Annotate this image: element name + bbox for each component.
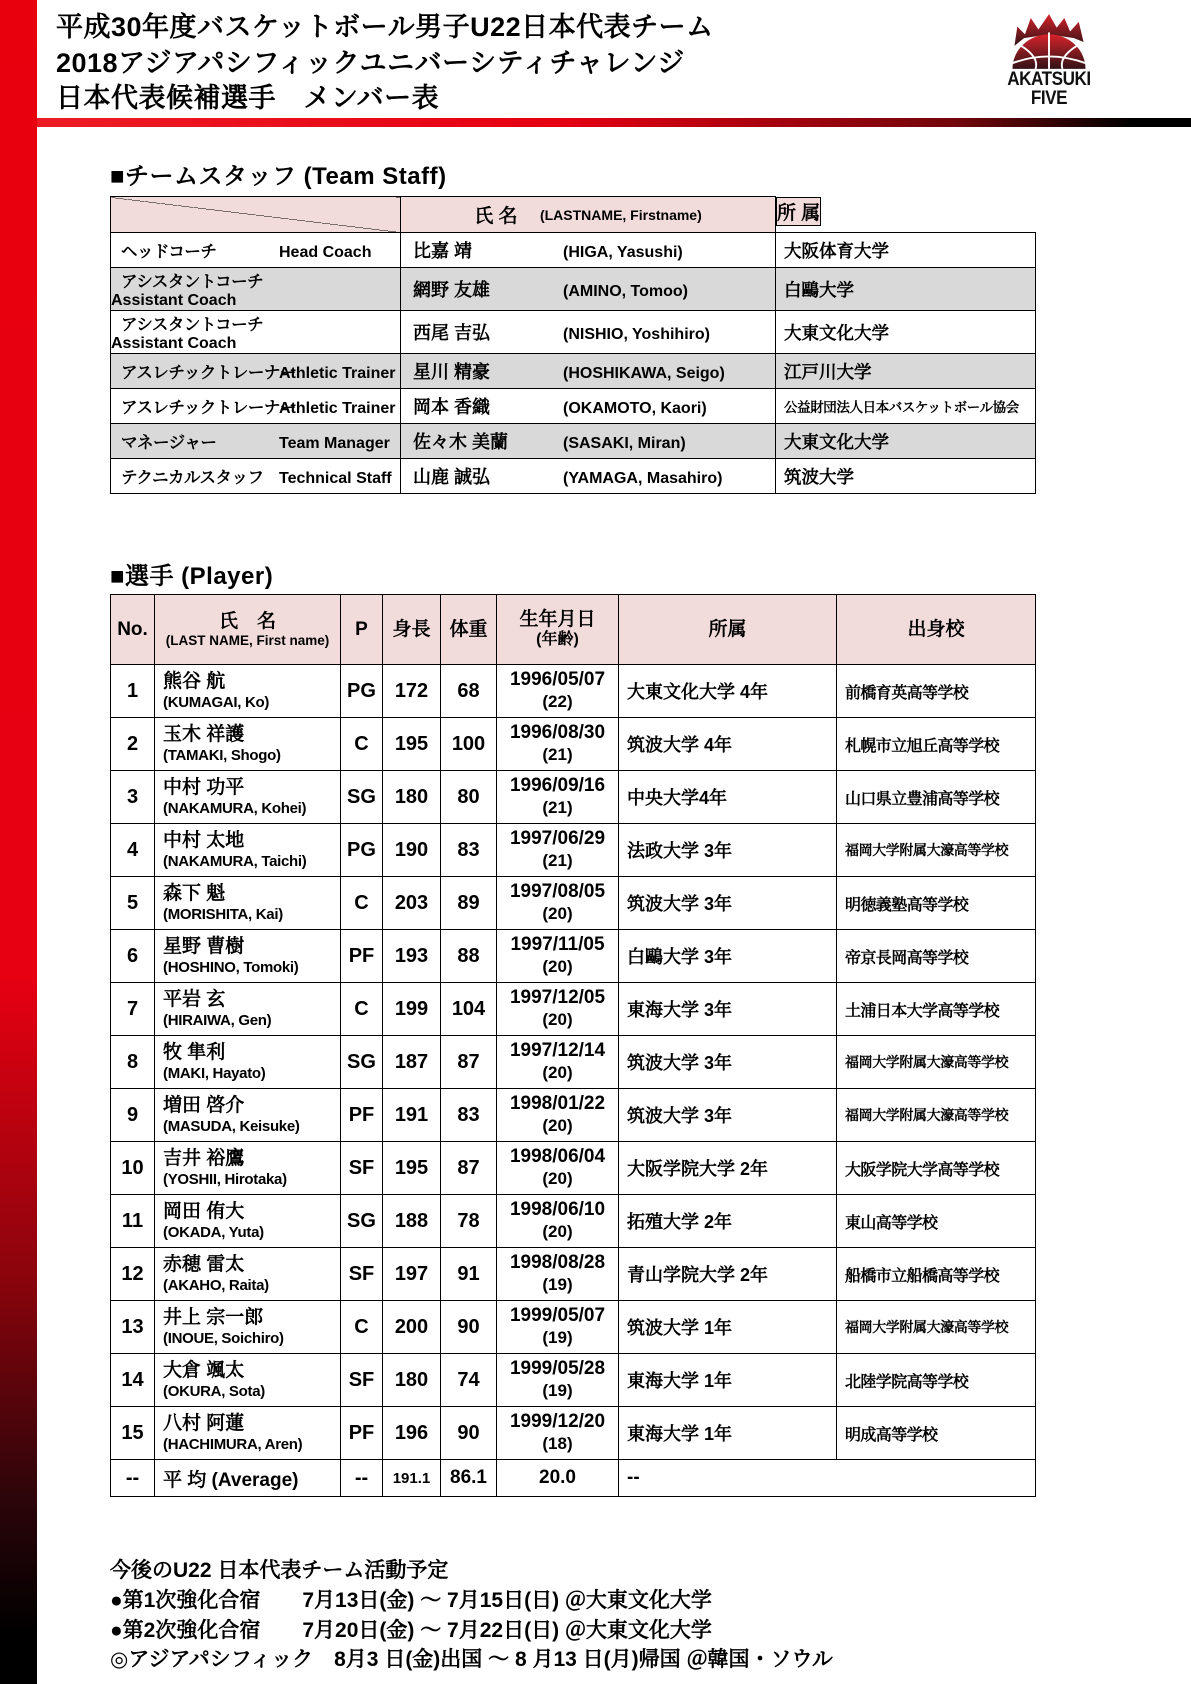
staff-role-jp: アスレチックトレーナー — [121, 399, 296, 417]
player-weight: 83 — [441, 1089, 497, 1142]
staff-row — [111, 354, 1036, 389]
player-row — [111, 1195, 1036, 1248]
player-age: (20) — [542, 1169, 573, 1189]
player-name-jp: 平岩 玄 — [163, 988, 226, 1010]
staff-role — [111, 424, 401, 459]
player-header-weight: 体重 — [441, 595, 497, 665]
player-name-jp: 熊谷 航 — [163, 670, 226, 692]
average-affiliation: -- — [619, 1460, 1036, 1497]
player-affiliation: 青山学院大学 2年 — [619, 1248, 837, 1301]
staff-row — [111, 233, 1036, 268]
player-age: (19) — [542, 1381, 573, 1401]
staff-role — [111, 354, 401, 389]
staff-section-heading: ■チームスタッフ (Team Staff) — [110, 163, 447, 190]
player-affiliation: 筑波大学 3年 — [619, 877, 837, 930]
player-name-en: (MASUDA, Keisuke) — [163, 1117, 300, 1135]
player-age: (20) — [542, 1116, 573, 1136]
player-birth-date: 1996/09/16 — [509, 775, 606, 797]
player-name — [155, 1195, 341, 1248]
average-weight: 86.1 — [441, 1460, 497, 1497]
player-height: 195 — [383, 718, 441, 771]
player-name-jp: 岡田 侑大 — [163, 1200, 245, 1222]
team-staff-table — [110, 196, 1036, 494]
player-weight: 100 — [441, 718, 497, 771]
player-affiliation: 筑波大学 3年 — [619, 1089, 837, 1142]
player-height: 172 — [383, 665, 441, 718]
player-age: (21) — [542, 851, 573, 871]
player-no: 1 — [111, 665, 155, 718]
player-weight: 88 — [441, 930, 497, 983]
player-header-birth — [497, 595, 619, 665]
player-name-jp: 中村 太地 — [163, 829, 245, 851]
player-name-jp: 玉木 祥護 — [163, 723, 245, 745]
player-height: 199 — [383, 983, 441, 1036]
player-row — [111, 930, 1036, 983]
player-name — [155, 930, 341, 983]
player-school: 福岡大学附属大濠高等学校 — [837, 1036, 1036, 1089]
player-no: 12 — [111, 1248, 155, 1301]
player-header-school: 出身校 — [837, 595, 1036, 665]
player-name-en: (HACHIMURA, Aren) — [163, 1435, 303, 1453]
document-title — [56, 10, 714, 117]
player-weight: 87 — [441, 1036, 497, 1089]
player-height: 203 — [383, 877, 441, 930]
player-age: (21) — [542, 745, 573, 765]
player-age: (20) — [542, 904, 573, 924]
player-name-en: (TAMAKI, Shogo) — [163, 746, 281, 764]
staff-name-jp: 西尾 吉弘 — [413, 323, 491, 343]
player-birth-date: 1998/06/10 — [509, 1199, 606, 1221]
player-height: 191 — [383, 1089, 441, 1142]
player-header-affiliation: 所属 — [619, 595, 837, 665]
staff-role — [111, 311, 401, 354]
player-name — [155, 824, 341, 877]
player-birth-date: 1997/08/05 — [509, 881, 606, 903]
staff-role-jp: アシスタントコーチ — [121, 273, 264, 291]
player-weight: 90 — [441, 1301, 497, 1354]
player-height: 196 — [383, 1407, 441, 1460]
player-age: (22) — [542, 692, 573, 712]
player-birth — [497, 1301, 619, 1354]
player-school: 福岡大学附属大濠高等学校 — [837, 824, 1036, 877]
player-row — [111, 1036, 1036, 1089]
player-age: (20) — [542, 1222, 573, 1242]
player-birth-date: 1999/05/07 — [509, 1305, 606, 1327]
player-name — [155, 1354, 341, 1407]
staff-name — [401, 233, 776, 268]
player-header-name-sub: (LAST NAME, First name) — [165, 632, 330, 648]
staff-row — [111, 268, 1036, 311]
player-weight: 68 — [441, 665, 497, 718]
player-name-en: (HOSHINO, Tomoki) — [163, 958, 299, 976]
player-header-name — [155, 595, 341, 665]
player-name-en: (NAKAMURA, Kohei) — [163, 799, 307, 817]
player-name-jp: 吉井 裕鷹 — [163, 1147, 245, 1169]
player-birth — [497, 1354, 619, 1407]
player-school: 明成高等学校 — [837, 1407, 1036, 1460]
player-no: 8 — [111, 1036, 155, 1089]
staff-role-jp: アスレチックトレーナー — [121, 364, 296, 382]
player-height: 180 — [383, 771, 441, 824]
player-weight: 91 — [441, 1248, 497, 1301]
staff-header-row — [111, 197, 1036, 233]
player-position: SG — [341, 771, 383, 824]
player-school: 明徳義塾高等学校 — [837, 877, 1036, 930]
player-row — [111, 1407, 1036, 1460]
player-no: 9 — [111, 1089, 155, 1142]
player-birth — [497, 877, 619, 930]
staff-role — [111, 233, 401, 268]
player-weight: 89 — [441, 877, 497, 930]
player-birth — [497, 1407, 619, 1460]
player-birth — [497, 771, 619, 824]
player-name-en: (MORISHITA, Kai) — [163, 905, 283, 923]
player-section-heading: ■選手 (Player) — [110, 563, 274, 590]
player-height: 188 — [383, 1195, 441, 1248]
staff-name — [401, 424, 776, 459]
player-no: 10 — [111, 1142, 155, 1195]
staff-affiliation: 江戸川大学 — [776, 354, 1036, 389]
player-height: 200 — [383, 1301, 441, 1354]
player-school: 前橋育英高等学校 — [837, 665, 1036, 718]
player-name — [155, 718, 341, 771]
player-name-en: (AKAHO, Raita) — [163, 1276, 269, 1294]
player-position: SG — [341, 1195, 383, 1248]
player-no: 6 — [111, 930, 155, 983]
staff-row — [111, 311, 1036, 354]
average-no: -- — [111, 1460, 155, 1497]
player-age: (18) — [542, 1434, 573, 1454]
player-birth — [497, 930, 619, 983]
title-line-1: 平成30年度バスケットボール男子U22日本代表チーム — [56, 12, 714, 42]
logo-text-five: FIVE — [1030, 87, 1068, 109]
staff-affiliation: 筑波大学 — [776, 459, 1036, 494]
staff-header-name-label: 氏 名 — [474, 206, 518, 227]
player-height: 180 — [383, 1354, 441, 1407]
player-birth-date: 1997/12/14 — [509, 1040, 606, 1062]
staff-header-affiliation: 所 属 — [776, 197, 821, 226]
player-position: C — [341, 877, 383, 930]
player-height: 187 — [383, 1036, 441, 1089]
player-birth — [497, 1036, 619, 1089]
staff-name-en: (OKAMOTO, Kaori) — [563, 400, 707, 417]
title-line-3: 日本代表候補選手 メンバー表 — [56, 83, 440, 114]
player-weight: 78 — [441, 1195, 497, 1248]
player-no: 4 — [111, 824, 155, 877]
player-row — [111, 771, 1036, 824]
staff-role-jp: テクニカルスタッフ — [121, 469, 264, 487]
player-age: (21) — [542, 798, 573, 818]
staff-name-en: (AMINO, Tomoo) — [563, 283, 689, 300]
player-birth — [497, 1195, 619, 1248]
player-birth-date: 1999/12/20 — [509, 1411, 606, 1433]
player-row — [111, 1301, 1036, 1354]
staff-name-en: (HIGA, Yasushi) — [563, 244, 683, 261]
player-name-en: (INOUE, Soichiro) — [163, 1329, 284, 1347]
player-birth-date: 1998/08/28 — [509, 1252, 606, 1274]
staff-role-en: Assistant Coach — [111, 335, 237, 352]
player-name — [155, 1142, 341, 1195]
player-name-en: (HIRAIWA, Gen) — [163, 1011, 272, 1029]
staff-header-name-sub: (LASTNAME, Firstname) — [539, 206, 702, 223]
player-school: 福岡大学附属大濠高等学校 — [837, 1301, 1036, 1354]
player-name-en: (YOSHII, Hirotaka) — [163, 1170, 287, 1188]
player-no: 13 — [111, 1301, 155, 1354]
staff-role-en: Head Coach — [279, 244, 372, 261]
staff-affiliation: 白鷗大学 — [776, 268, 1036, 311]
player-affiliation: 大阪学院大学 2年 — [619, 1142, 837, 1195]
player-table — [110, 594, 1036, 1497]
player-row — [111, 983, 1036, 1036]
player-name-jp: 森下 魁 — [163, 882, 226, 904]
player-name-jp: 井上 宗一郎 — [163, 1306, 264, 1328]
schedule-camp-2: ●第2次強化合宿 7月20日(金) ～ 7月22日(日) ＠大東文化大学 — [110, 1618, 712, 1642]
player-name — [155, 665, 341, 718]
akatsuki-five-logo — [999, 13, 1099, 108]
player-no: 2 — [111, 718, 155, 771]
player-birth-date: 1997/06/29 — [509, 828, 606, 850]
player-age: (19) — [542, 1328, 573, 1348]
staff-role-jp: ヘッドコーチ — [121, 243, 217, 261]
player-birth-date: 1997/11/05 — [510, 934, 605, 956]
player-row — [111, 824, 1036, 877]
player-row — [111, 877, 1036, 930]
player-name — [155, 1089, 341, 1142]
player-name-en: (OKURA, Sota) — [163, 1382, 265, 1400]
staff-affiliation: 大東文化大学 — [776, 311, 1036, 354]
staff-name-jp: 佐々木 美蘭 — [413, 432, 509, 452]
player-name — [155, 877, 341, 930]
staff-name-jp: 山鹿 誠弘 — [413, 467, 491, 487]
player-birth — [497, 983, 619, 1036]
player-school: 船橋市立船橋高等学校 — [837, 1248, 1036, 1301]
average-age: 20.0 — [497, 1460, 619, 1497]
staff-row — [111, 459, 1036, 494]
player-affiliation: 筑波大学 4年 — [619, 718, 837, 771]
player-birth-date: 1998/06/04 — [509, 1146, 606, 1168]
player-affiliation: 拓殖大学 2年 — [619, 1195, 837, 1248]
staff-name-jp: 岡本 香織 — [413, 397, 491, 417]
player-position: SG — [341, 1036, 383, 1089]
player-affiliation: 中央大学4年 — [619, 771, 837, 824]
staff-name-en: (NISHIO, Yoshihiro) — [563, 326, 710, 343]
player-name-en: (MAKI, Hayato) — [163, 1064, 266, 1082]
left-accent-band — [0, 0, 37, 1684]
player-school: 土浦日本大学高等学校 — [837, 983, 1036, 1036]
player-birth-date: 1997/12/05 — [509, 987, 606, 1009]
player-birth-date: 1996/05/07 — [509, 669, 606, 691]
title-line-2: 2018アジアパシフィックユニバーシティチャレンジ — [56, 47, 685, 78]
player-age: (19) — [542, 1275, 573, 1295]
player-header-position: P — [341, 595, 383, 665]
average-position: -- — [341, 1460, 383, 1497]
player-weight: 74 — [441, 1354, 497, 1407]
player-row — [111, 1142, 1036, 1195]
player-row — [111, 1089, 1036, 1142]
player-header-name-label: 氏 名 — [218, 610, 276, 632]
schedule-footer — [110, 1556, 833, 1675]
player-name-jp: 星野 曹樹 — [163, 935, 245, 957]
player-weight: 83 — [441, 824, 497, 877]
player-header-no: No. — [111, 595, 155, 665]
staff-header-name — [401, 197, 776, 233]
player-position: SF — [341, 1142, 383, 1195]
staff-role-en: Assistant Coach — [111, 292, 237, 309]
staff-name-jp: 比嘉 靖 — [413, 241, 473, 261]
player-position: SF — [341, 1248, 383, 1301]
player-school: 札幌市立旭丘高等学校 — [837, 718, 1036, 771]
staff-role-en: Athletic Trainer — [279, 400, 396, 417]
player-school: 大阪学院大学高等学校 — [837, 1142, 1036, 1195]
schedule-tournament: ◎アジアパシフィック 8月3 日(金)出国 ～ 8 月13 日(月)帰国 ＠韓国・ソウル — [110, 1648, 833, 1672]
average-height: 191.1 — [383, 1460, 441, 1497]
player-height: 190 — [383, 824, 441, 877]
player-birth — [497, 1089, 619, 1142]
player-name-jp: 増田 啓介 — [163, 1094, 245, 1116]
player-affiliation: 東海大学 1年 — [619, 1407, 837, 1460]
player-name-en: (NAKAMURA, Taichi) — [163, 852, 307, 870]
staff-role — [111, 389, 401, 424]
staff-header-role-diagonal-cell — [111, 197, 401, 233]
player-no: 5 — [111, 877, 155, 930]
player-school: 北陸学院高等学校 — [837, 1354, 1036, 1407]
player-age: (20) — [542, 957, 573, 977]
staff-role-jp: マネージャー — [121, 434, 217, 452]
player-name-jp: 赤穂 雷太 — [163, 1253, 245, 1275]
player-birth-date: 1998/01/22 — [509, 1093, 606, 1115]
header-divider-rule — [37, 118, 1191, 127]
player-position: PG — [341, 665, 383, 718]
player-name-jp: 中村 功平 — [163, 776, 245, 798]
player-school: 帝京長岡高等学校 — [837, 930, 1036, 983]
player-affiliation: 東海大学 1年 — [619, 1354, 837, 1407]
player-birth — [497, 1248, 619, 1301]
player-weight: 80 — [441, 771, 497, 824]
staff-role-en: Technical Staff — [279, 470, 392, 487]
player-position: PG — [341, 824, 383, 877]
staff-name — [401, 459, 776, 494]
player-no: 11 — [111, 1195, 155, 1248]
staff-role-en: Team Manager — [279, 435, 390, 452]
player-school: 福岡大学附属大濠高等学校 — [837, 1089, 1036, 1142]
player-school: 山口県立豊浦高等学校 — [837, 771, 1036, 824]
player-name — [155, 1301, 341, 1354]
player-height: 195 — [383, 1142, 441, 1195]
player-height: 193 — [383, 930, 441, 983]
player-position: C — [341, 718, 383, 771]
staff-row — [111, 389, 1036, 424]
player-name-jp: 大倉 颯太 — [163, 1359, 245, 1381]
player-name-en: (OKADA, Yuta) — [163, 1223, 264, 1241]
player-row — [111, 1354, 1036, 1407]
player-birth — [497, 718, 619, 771]
logo-text-akatsuki: AKATSUKI — [1007, 69, 1091, 90]
player-affiliation: 大東文化大学 4年 — [619, 665, 837, 718]
player-row — [111, 718, 1036, 771]
player-header-birth-sub: (年齢) — [536, 631, 579, 649]
staff-name-jp: 網野 友雄 — [413, 280, 491, 300]
player-name — [155, 1407, 341, 1460]
player-birth-date: 1996/08/30 — [509, 722, 606, 744]
player-affiliation: 法政大学 3年 — [619, 824, 837, 877]
player-birth — [497, 665, 619, 718]
player-no: 15 — [111, 1407, 155, 1460]
player-height: 197 — [383, 1248, 441, 1301]
player-name — [155, 771, 341, 824]
staff-name-en: (YAMAGA, Masahiro) — [563, 470, 723, 487]
player-no: 14 — [111, 1354, 155, 1407]
player-name-jp: 牧 隼利 — [163, 1041, 226, 1063]
player-no: 7 — [111, 983, 155, 1036]
staff-affiliation: 公益財団法人日本バスケットボール協会 — [776, 389, 1036, 424]
average-label: 平 均 (Average) — [155, 1460, 341, 1497]
player-weight: 90 — [441, 1407, 497, 1460]
player-name — [155, 1248, 341, 1301]
staff-name-en: (SASAKI, Miran) — [563, 435, 686, 452]
staff-affiliation: 大阪体育大学 — [776, 233, 1036, 268]
player-weight: 104 — [441, 983, 497, 1036]
staff-name — [401, 354, 776, 389]
schedule-title: 今後のU22 日本代表チーム活動予定 — [110, 1559, 449, 1582]
player-age: (20) — [542, 1063, 573, 1083]
staff-affiliation: 大東文化大学 — [776, 424, 1036, 459]
player-affiliation: 白鷗大学 3年 — [619, 930, 837, 983]
player-no: 3 — [111, 771, 155, 824]
player-age: (20) — [542, 1010, 573, 1030]
player-position: C — [341, 983, 383, 1036]
staff-role — [111, 459, 401, 494]
player-row — [111, 1248, 1036, 1301]
player-birth — [497, 1142, 619, 1195]
player-position: SF — [341, 1354, 383, 1407]
player-position: PF — [341, 1089, 383, 1142]
player-affiliation: 筑波大学 1年 — [619, 1301, 837, 1354]
staff-name — [401, 311, 776, 354]
player-birth-date: 1999/05/28 — [509, 1358, 606, 1380]
staff-role-en: Athletic Trainer — [279, 365, 396, 382]
player-birth — [497, 824, 619, 877]
player-school: 東山高等学校 — [837, 1195, 1036, 1248]
staff-role-jp: アシスタントコーチ — [121, 316, 264, 334]
player-name — [155, 983, 341, 1036]
player-header-birth-label: 生年月日 — [519, 609, 596, 631]
player-name-en: (KUMAGAI, Ko) — [163, 693, 270, 711]
staff-name-en: (HOSHIKAWA, Seigo) — [563, 365, 725, 382]
player-affiliation: 東海大学 3年 — [619, 983, 837, 1036]
staff-name-jp: 星川 精豪 — [413, 362, 491, 382]
player-affiliation: 筑波大学 3年 — [619, 1036, 837, 1089]
player-name — [155, 1036, 341, 1089]
player-name-jp: 八村 阿蓮 — [163, 1412, 245, 1434]
average-row — [111, 1460, 1036, 1497]
player-position: C — [341, 1301, 383, 1354]
staff-name — [401, 268, 776, 311]
staff-row — [111, 424, 1036, 459]
schedule-camp-1: ●第1次強化合宿 7月13日(金) ～ 7月15日(日) ＠大東文化大学 — [110, 1588, 712, 1612]
player-position: PF — [341, 930, 383, 983]
staff-name — [401, 389, 776, 424]
player-header-height: 身長 — [383, 595, 441, 665]
akatsuki-flame-ball-icon — [1001, 13, 1097, 71]
player-row — [111, 665, 1036, 718]
player-header-row — [111, 595, 1036, 665]
staff-role — [111, 268, 401, 311]
player-weight: 87 — [441, 1142, 497, 1195]
player-position: PF — [341, 1407, 383, 1460]
